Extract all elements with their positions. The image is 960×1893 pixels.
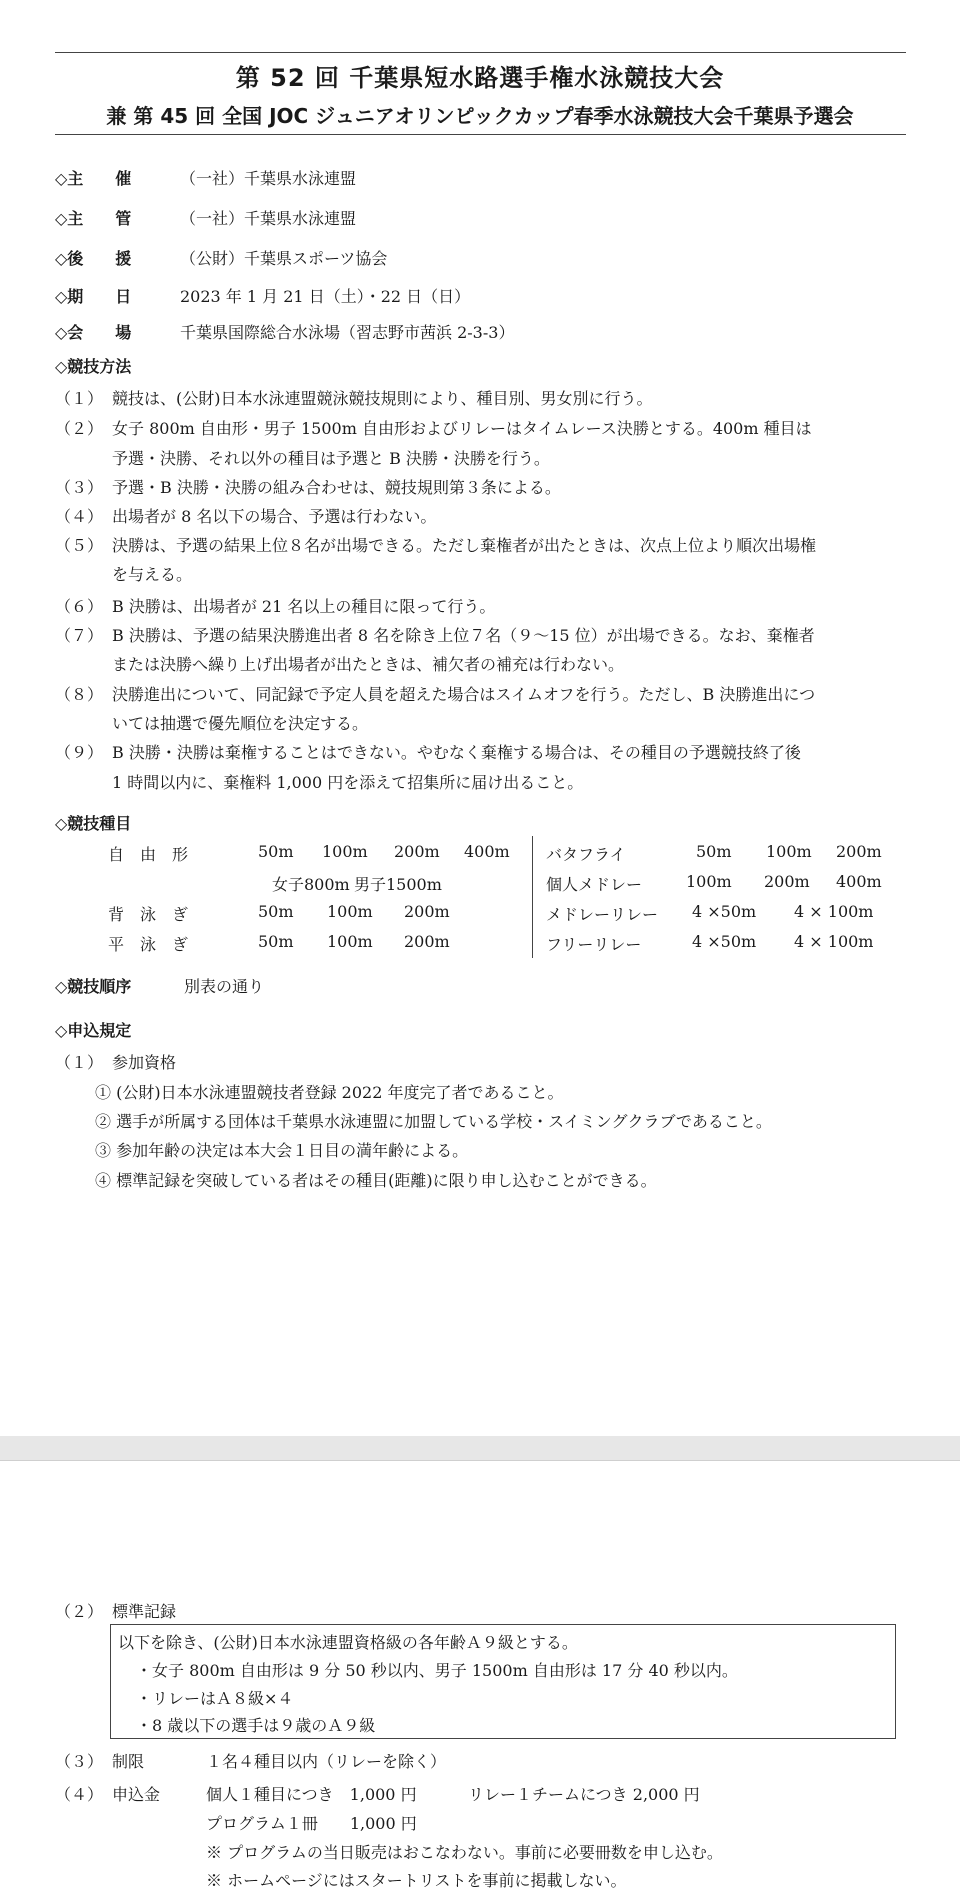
event-distance: 100m — [327, 932, 373, 951]
qualification-label: 参加資格 — [112, 1053, 177, 1072]
info-value: （一社）千葉県水泳連盟 — [180, 209, 357, 228]
item-text: B 決勝は、出場者が 21 名以上の種目に限って行う。 — [112, 597, 496, 616]
item-text: B 決勝・決勝は棄権することはできない。やむなく棄権する場合は、その種目の予選競技終了後 — [112, 743, 801, 762]
item-text: を与える。 — [112, 565, 193, 584]
event-distance: 200m — [764, 872, 810, 891]
event-distance: 100m — [327, 902, 373, 921]
item-number: （１） — [55, 1053, 104, 1072]
item-text: 競技は、(公財)日本水泳連盟競泳競技規則により、種目別、男女別に行う。 — [112, 389, 653, 408]
qualification-item: ③ 参加年齢の決定は本大会１日目の満年齢による。 — [95, 1141, 469, 1160]
item-text: 出場者が 8 名以下の場合、予選は行わない。 — [112, 507, 437, 526]
page-title: 第 52 回 千葉県短水路選手権水泳競技大会 — [235, 64, 725, 92]
item-number: （１） — [55, 389, 104, 408]
section-heading: ◇申込規定 — [55, 1021, 132, 1040]
section-heading: ◇競技方法 — [55, 357, 132, 376]
order-value: 別表の通り — [184, 977, 265, 996]
events-divider — [532, 836, 533, 958]
info-value: 千葉県国際総合水泳場（習志野市茜浜 2-3-3） — [180, 323, 515, 342]
info-label: ◇期 日 — [55, 287, 132, 306]
item-number: （３） — [55, 1752, 104, 1771]
event-distance: 400m — [836, 872, 882, 891]
top-rule — [55, 52, 906, 53]
event-distance: 400m — [464, 842, 510, 861]
event-stroke: メドレーリレー — [546, 905, 659, 924]
info-label: ◇会 場 — [55, 323, 132, 342]
event-distance: 50m — [258, 902, 294, 921]
event-stroke: 背 泳 ぎ — [108, 905, 189, 924]
item-text: 女子 800m 自由形・男子 1500m 自由形およびリレーはタイムレース決勝とする。400m 種目は — [112, 419, 812, 438]
item-number: （２） — [55, 1602, 104, 1621]
event-distance: 50m — [258, 842, 294, 861]
limit-value: １名４種目以内（リレーを除く） — [206, 1752, 447, 1771]
standard-line: ・8 歳以下の選手は９歳のＡ９級 — [136, 1716, 376, 1735]
event-distance: 女子800m — [272, 875, 350, 894]
item-text: いては抽選で優先順位を決定する。 — [112, 714, 369, 733]
item-number: （４） — [55, 1785, 104, 1804]
limit-label: 制限 — [112, 1752, 145, 1771]
event-distance: 4 ×50m — [692, 902, 757, 921]
event-stroke: 自 由 形 — [108, 845, 189, 864]
event-distance: 200m — [404, 902, 450, 921]
info-label: ◇主 催 — [55, 169, 132, 188]
event-distance: 50m — [696, 842, 732, 861]
info-value: 2023 年 1 月 21 日（土）・22 日（日） — [180, 287, 471, 306]
qualification-item: ① (公財)日本水泳連盟競技者登録 2022 年度完了者であること。 — [95, 1083, 564, 1102]
page-separator — [0, 1436, 960, 1460]
fee-label: 申込金 — [112, 1785, 161, 1804]
fee-note: ※ ホームページにはスタートリストを事前に掲載しない。 — [206, 1871, 627, 1890]
fee-note: ※ プログラムの当日販売はおこなわない。事前に必要冊数を申し込む。 — [206, 1843, 723, 1862]
title-rule — [55, 134, 906, 135]
item-number: （８） — [55, 685, 104, 704]
event-stroke: バタフライ — [546, 845, 626, 864]
item-text: 決勝進出について、同記録で予定人員を超えた場合はスイムオフを行う。ただし、B 決勝進出につ — [112, 685, 816, 704]
event-stroke: フリーリレー — [546, 935, 642, 954]
event-distance: 200m — [404, 932, 450, 951]
item-text: 1 時間以内に、棄権料 1,000 円を添えて招集所に届け出ること。 — [112, 773, 584, 792]
fee-individual: 個人１種目につき 1,000 円 — [206, 1785, 417, 1804]
item-number: （６） — [55, 597, 104, 616]
standard-line: ・女子 800m 自由形は 9 分 50 秒以内、男子 1500m 自由形は 17 分 40 秒以内。 — [136, 1661, 738, 1680]
info-label: ◇後 援 — [55, 249, 132, 268]
event-distance: 4 × 100m — [794, 902, 874, 921]
section-heading: ◇競技種目 — [55, 814, 132, 833]
item-number: （７） — [55, 626, 104, 645]
event-distance: 200m — [836, 842, 882, 861]
standard-line: 以下を除き、(公財)日本水泳連盟資格級の各年齢Ａ９級とする。 — [118, 1633, 578, 1652]
item-text: 予選・決勝、それ以外の種目は予選と B 決勝・決勝を行う。 — [112, 449, 550, 468]
event-distance: 100m — [322, 842, 368, 861]
fee-relay: リレー１チームにつき 2,000 円 — [468, 1785, 700, 1804]
page-subtitle: 兼 第 45 回 全国 JOC ジュニアオリンピックカップ春季水泳競技大会千葉県予選会 — [106, 104, 854, 128]
event-distance: 100m — [766, 842, 812, 861]
event-distance: 50m — [258, 932, 294, 951]
event-distance: 200m — [394, 842, 440, 861]
qualification-item: ② 選手が所属する団体は千葉県水泳連盟に加盟している学校・スイミングクラブであること。 — [95, 1112, 772, 1131]
page-separator-shadow — [0, 1460, 960, 1461]
item-number: （２） — [55, 419, 104, 438]
item-text: B 決勝は、予選の結果決勝進出者 8 名を除き上位７名（９～15 位）が出場できる。なお、棄権者 — [112, 626, 815, 645]
item-number: （４） — [55, 507, 104, 526]
standard-label: 標準記録 — [112, 1602, 177, 1621]
fee-program: プログラム１冊 1,000 円 — [206, 1814, 417, 1833]
qualification-item: ④ 標準記録を突破している者はその種目(距離)に限り申し込むことができる。 — [95, 1171, 657, 1190]
info-value: （公財）千葉県スポーツ協会 — [180, 249, 388, 268]
event-distance: 4 × 100m — [794, 932, 874, 951]
item-text: 決勝は、予選の結果上位８名が出場できる。ただし棄権者が出たときは、次点上位より順次出場権 — [112, 536, 817, 555]
event-distance: 男子1500m — [354, 875, 442, 894]
item-number: （３） — [55, 478, 104, 497]
item-number: （９） — [55, 743, 104, 762]
item-text: 予選・B 決勝・決勝の組み合わせは、競技規則第３条による。 — [112, 478, 561, 497]
event-stroke: 平 泳 ぎ — [108, 935, 189, 954]
info-label: ◇主 管 — [55, 209, 132, 228]
standard-line: ・リレーはＡ８級×４ — [136, 1689, 294, 1708]
order-label: ◇競技順序 — [55, 977, 132, 996]
info-value: （一社）千葉県水泳連盟 — [180, 169, 357, 188]
event-distance: 100m — [686, 872, 732, 891]
item-number: （５） — [55, 536, 104, 555]
event-stroke: 個人メドレー — [546, 875, 643, 894]
item-text: または決勝へ繰り上げ出場者が出たときは、補欠者の補充は行わない。 — [112, 655, 625, 674]
event-distance: 4 ×50m — [692, 932, 757, 951]
